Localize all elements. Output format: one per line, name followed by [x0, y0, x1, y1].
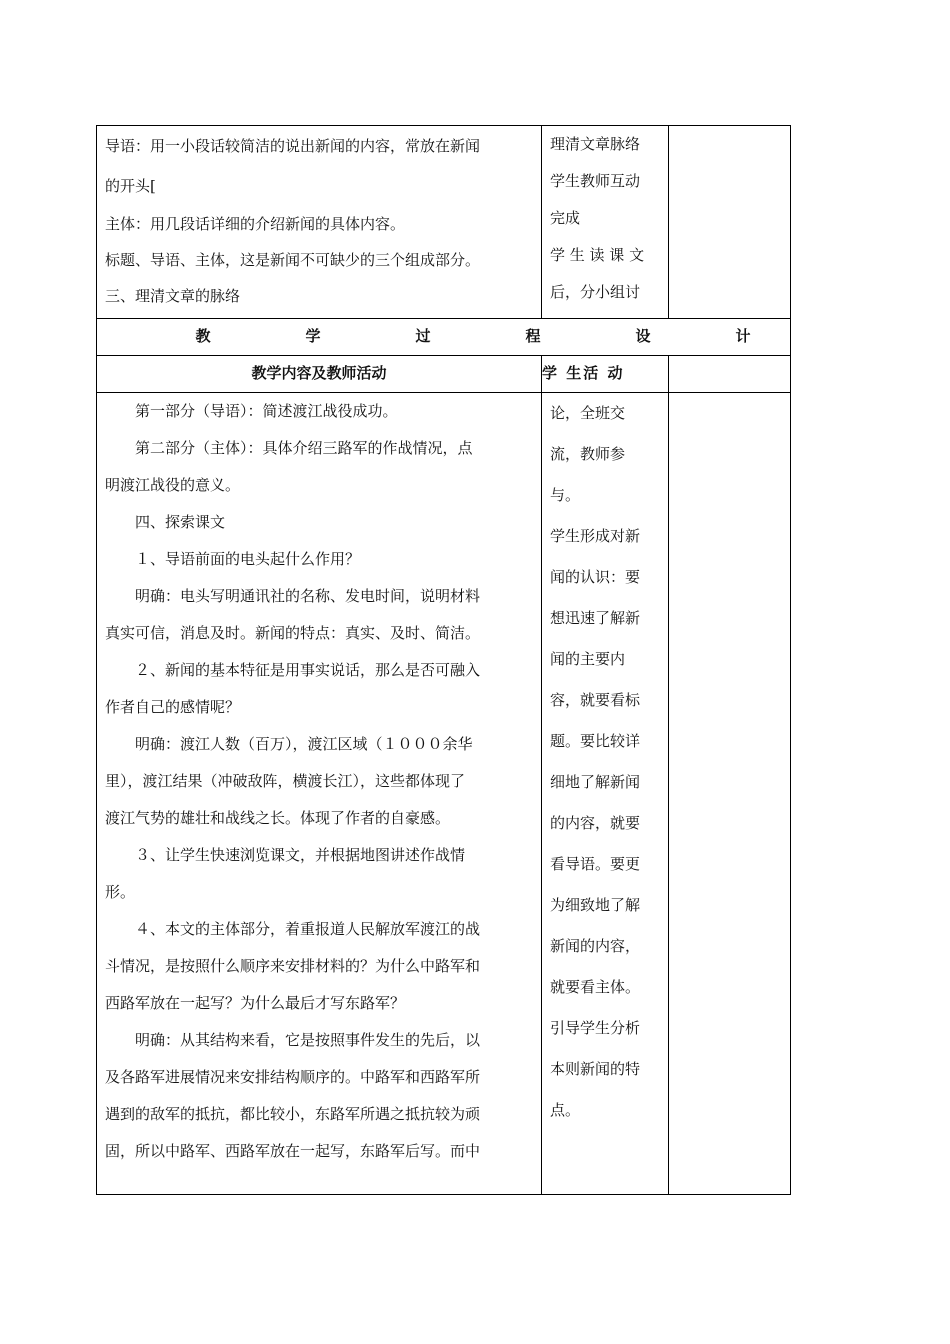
text-line: 容，就要看标	[550, 691, 641, 709]
text-line: 闻的主要内	[550, 650, 626, 668]
text-line: 的内容，就要	[550, 814, 641, 832]
title-char: 计	[735, 327, 751, 345]
text-line: ４、本文的主体部分，着重报道人民解放军渡江的战	[135, 920, 481, 938]
text-line: 里），渡江结果（冲破敌阵，横渡长江），这些都体现了	[105, 772, 466, 790]
section-title	[97, 319, 791, 356]
text-line: 第一部分（导语）：简述渡江战役成功。	[135, 402, 398, 420]
text-line: 主体：用几段话详细的介绍新闻的具体内容。	[105, 215, 406, 233]
content-cell	[97, 393, 542, 1195]
text-line: 想迅速了解新	[550, 609, 641, 627]
text-line: 为细致地了解	[550, 896, 641, 914]
text-line: 学生形成对新	[550, 527, 641, 545]
text-line: 遇到的敌军的抵抗，都比较小，东路军所遇之抵抗较为顽	[105, 1105, 481, 1123]
text-line: 看导语。要更	[550, 855, 641, 873]
text-line: 引导学生分析	[550, 1019, 641, 1037]
empty-cell	[669, 126, 791, 319]
text-line: 斗情况，是按照什么顺序来安排材料的？为什么中路军和	[105, 957, 481, 975]
text-line: 理清文章脉络	[550, 135, 641, 153]
text-line: 及各路军进展情况来安排结构顺序的。中路军和西路军所	[105, 1068, 481, 1086]
text-line: 第二部分（主体）：具体介绍三路军的作战情况，点	[135, 439, 473, 457]
table-row	[97, 356, 791, 393]
table-row	[97, 126, 791, 319]
text-line: 导语：用一小段话较简洁的说出新闻的内容，常放在新闻	[105, 137, 481, 155]
text-line: 三、理清文章的脉络	[105, 287, 241, 305]
text-line: 固，所以中路军、西路军放在一起写，东路军后写。而中	[105, 1142, 481, 1160]
text-line: 题。要比较详	[550, 732, 641, 750]
header-content: 教学内容及教师活动	[97, 356, 542, 393]
text-line: 学 生 读 课 文	[550, 246, 645, 264]
text-line: 明确：电头写明通讯社的名称、发电时间，说明材料	[135, 587, 481, 605]
text-line: 西路军放在一起写？为什么最后才写东路军？	[105, 994, 406, 1012]
content-cell	[97, 126, 542, 319]
text-line: 完成	[550, 209, 581, 227]
student-activity-cell	[542, 126, 669, 319]
text-line: 论，全班交	[550, 404, 626, 422]
text-line: 作者自己的感情呢？	[105, 698, 241, 716]
text-line: 的开头[	[105, 177, 156, 195]
empty-cell	[669, 393, 791, 1195]
text-line: 细地了解新闻	[550, 773, 641, 791]
lesson-plan-table	[96, 125, 791, 1195]
title-char: 教	[195, 327, 211, 345]
text-line: 本则新闻的特	[550, 1060, 641, 1078]
text-line: 学生教师互动	[550, 172, 641, 190]
text-line: 就要看主体。	[550, 978, 641, 996]
empty-cell	[669, 356, 791, 393]
text-line: 形。	[105, 883, 136, 901]
text-line: 点。	[550, 1101, 581, 1119]
text-line: １、导语前面的电头起什么作用？	[135, 550, 361, 568]
header-student: 学 生活 动	[542, 356, 669, 393]
title-char: 过	[415, 327, 431, 345]
student-activity-cell	[542, 393, 669, 1195]
table-row	[97, 319, 791, 356]
text-line: 明确：从其结构来看，它是按照事件发生的先后，以	[135, 1031, 481, 1049]
text-line: 流，教师参	[550, 445, 626, 463]
text-line: ２、新闻的基本特征是用事实说话，那么是否可融入	[135, 661, 481, 679]
text-line: 明确：渡江人数（百万），渡江区域（１０００余华	[135, 735, 473, 753]
text-line: 标题、导语、主体，这是新闻不可缺少的三个组成部分。	[105, 251, 481, 269]
table-row	[97, 393, 791, 1195]
text-line: 新闻的内容，	[550, 937, 641, 955]
title-char: 程	[525, 327, 541, 345]
title-char: 学	[305, 327, 321, 345]
text-line: 闻的认识：要	[550, 568, 641, 586]
text-line: 明渡江战役的意义。	[105, 476, 241, 494]
text-line: ３、让学生快速浏览课文，并根据地图讲述作战情	[135, 846, 466, 864]
text-line: 四、探索课文	[135, 513, 226, 531]
text-line: 后，分小组讨	[550, 283, 641, 301]
title-char: 设	[635, 327, 651, 345]
text-line: 渡江气势的雄壮和战线之长。体现了作者的自豪感。	[105, 809, 451, 827]
text-line: 真实可信，消息及时。新闻的特点：真实、及时、简洁。	[105, 624, 481, 642]
text-line: 与。	[550, 486, 581, 504]
